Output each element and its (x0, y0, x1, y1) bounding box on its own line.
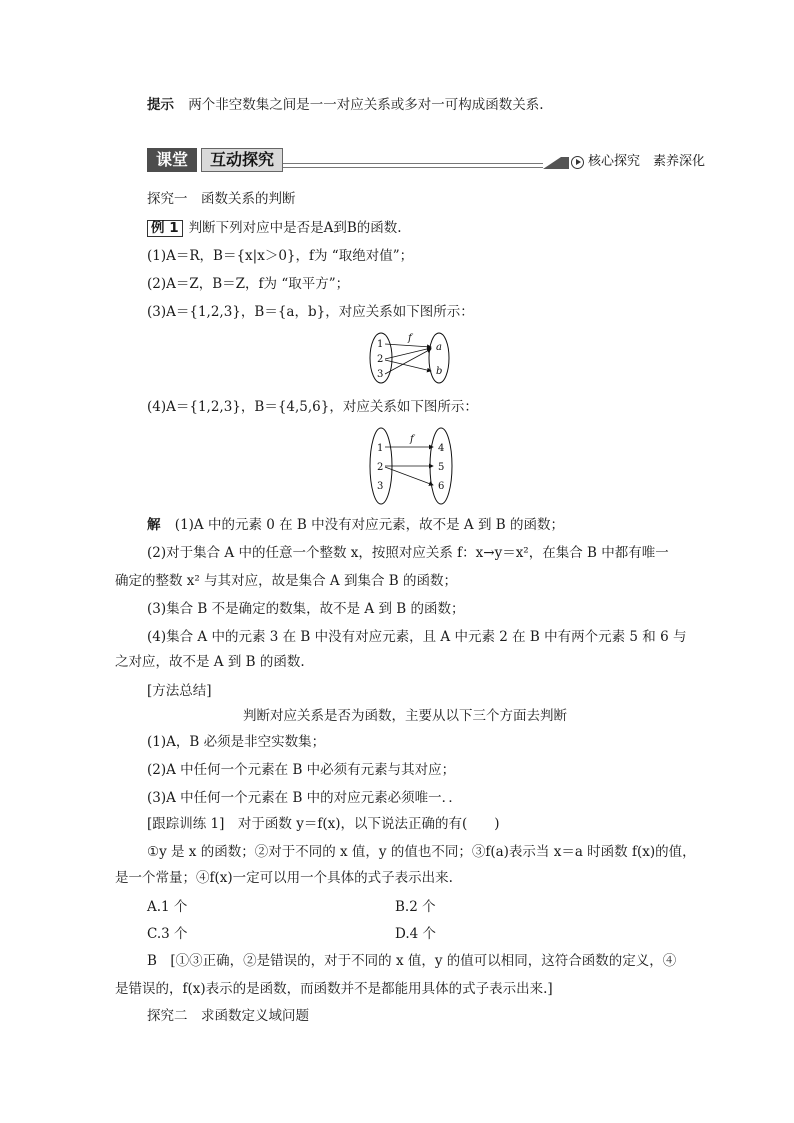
hint-text: 两个非空数集之间是一一对应关系或多对一可构成函数关系. (188, 97, 544, 113)
set-a-elem-3: 3 (377, 481, 384, 492)
set-b-elem-4: 4 (438, 443, 445, 454)
example1-question: 判断下列对应中是否是A到B的函数. (188, 220, 402, 236)
solution-line-4: (3)集合 B 不是确定的数集，故不是 A 到 B 的函数； (147, 601, 465, 617)
method-item-1: (1)A，B 必须是非空实数集； (147, 734, 326, 750)
set-b-elem-a: a (436, 342, 442, 353)
play-circle-icon (571, 156, 584, 169)
arrow-2-to-6 (385, 467, 433, 485)
banner-bar-decoration (561, 157, 569, 169)
set-a-elem-1: 1 (377, 339, 384, 350)
mapping-f-label: f (410, 434, 414, 445)
set-b-elem-6: 6 (438, 481, 445, 492)
set-a-elem-3: 3 (377, 369, 384, 380)
option-b: B.2 个 (395, 899, 436, 915)
practice-answer-1: B [①③正确，②是错误的，对于不同的 x 值，y 的值可以相同，这符合函数的定义，④ (147, 953, 677, 969)
banner-slope-decoration (543, 157, 561, 169)
option-a: A.1 个 (147, 899, 188, 915)
set-a-elem-2: 2 (377, 462, 384, 473)
method-item-2: (2)A 中任何一个元素在 B 中必须有元素与其对应； (147, 762, 456, 778)
section1-title: 探究一 函数关系的判断 (147, 191, 296, 207)
practice-body-2: 是一个常量；④f(x)一定可以用一个具体的式子表示出来. (115, 870, 453, 886)
example1-label: 例 1 (147, 220, 183, 237)
option-d: D.4 个 (395, 926, 437, 942)
banner-rule (283, 163, 543, 168)
banner-subtitle: 核心探究 素养深化 (588, 154, 706, 169)
set-a-elem-1: 1 (377, 443, 384, 454)
section-banner (147, 148, 707, 174)
banner-tag-interactive: 互动探究 (201, 148, 283, 172)
mapping-diagram-2 (365, 425, 460, 507)
example1-question-line (147, 219, 402, 237)
solution-line-6: 之对应，故不是 A 到 B 的函数. (115, 654, 305, 670)
solution-line-3: 确定的整数 x² 与其对应，故是集合 A 到集合 B 的函数； (115, 573, 457, 589)
method-item-3: (3)A 中任何一个元素在 B 中的对应元素必须唯一．． (147, 790, 462, 806)
hint-line (147, 96, 544, 114)
arrow-1-to-a (385, 344, 431, 347)
example1-item-2: (2)A＝Z，B＝Z，f为 “取平方”； (147, 276, 350, 292)
method-center-text: 判断对应关系是否为函数，主要从以下三个方面去判断 (243, 708, 567, 724)
practice-title: [跟踪训练 1] 对于函数 y＝f(x)，以下说法正确的有( ) (147, 816, 500, 832)
option-c: C.3 个 (147, 926, 188, 942)
hint-label: 提示 (147, 97, 174, 113)
banner-tag-classroom: 课堂 (147, 148, 197, 172)
set-b-elem-5: 5 (438, 462, 445, 473)
practice-answer-2: 是错误的，f(x)表示的是函数，而函数并不是都能用具体的式子表示出来.] (115, 981, 553, 997)
solution-line-1 (147, 516, 564, 534)
example1-item-4: (4)A＝{1,2,3}，B＝{4,5,6}，对应关系如下图所示： (147, 399, 478, 415)
practice-body-1: ①y 是 x 的函数；②对于不同的 x 值，y 的值也不同；③f(a)表示当 x＝a 时函数 f(x)的值， (147, 844, 696, 860)
solution-line-2: (2)对于集合 A 中的任意一个整数 x，按照对应关系 f：x→y＝x²，在集合 B 中都有唯一 (147, 545, 669, 561)
solution-label: 解 (147, 517, 161, 533)
mapping-f-label: f (408, 333, 412, 344)
set-b-elem-b: b (436, 366, 443, 377)
solution-text-1: (1)A 中的元素 0 在 B 中没有对应元素，故不是 A 到 B 的函数； (174, 517, 564, 533)
set-a-elem-2: 2 (377, 354, 384, 365)
method-label: [方法总结] (147, 683, 212, 699)
section2-title: 探究二 求函数定义域问题 (147, 1008, 309, 1024)
example1-item-3: (3)A＝{1,2,3}，B＝{a，b}，对应关系如下图所示： (147, 304, 474, 320)
mapping-diagram-1 (365, 330, 455, 386)
example1-item-1: (1)A＝R，B＝{x|x＞0}，f为 “取绝对值”； (147, 248, 414, 264)
solution-line-5: (4)集合 A 中的元素 3 在 B 中没有对应元素，且 A 中元素 2 在 B 中有两个元素 5 和 6 与 (147, 629, 687, 645)
